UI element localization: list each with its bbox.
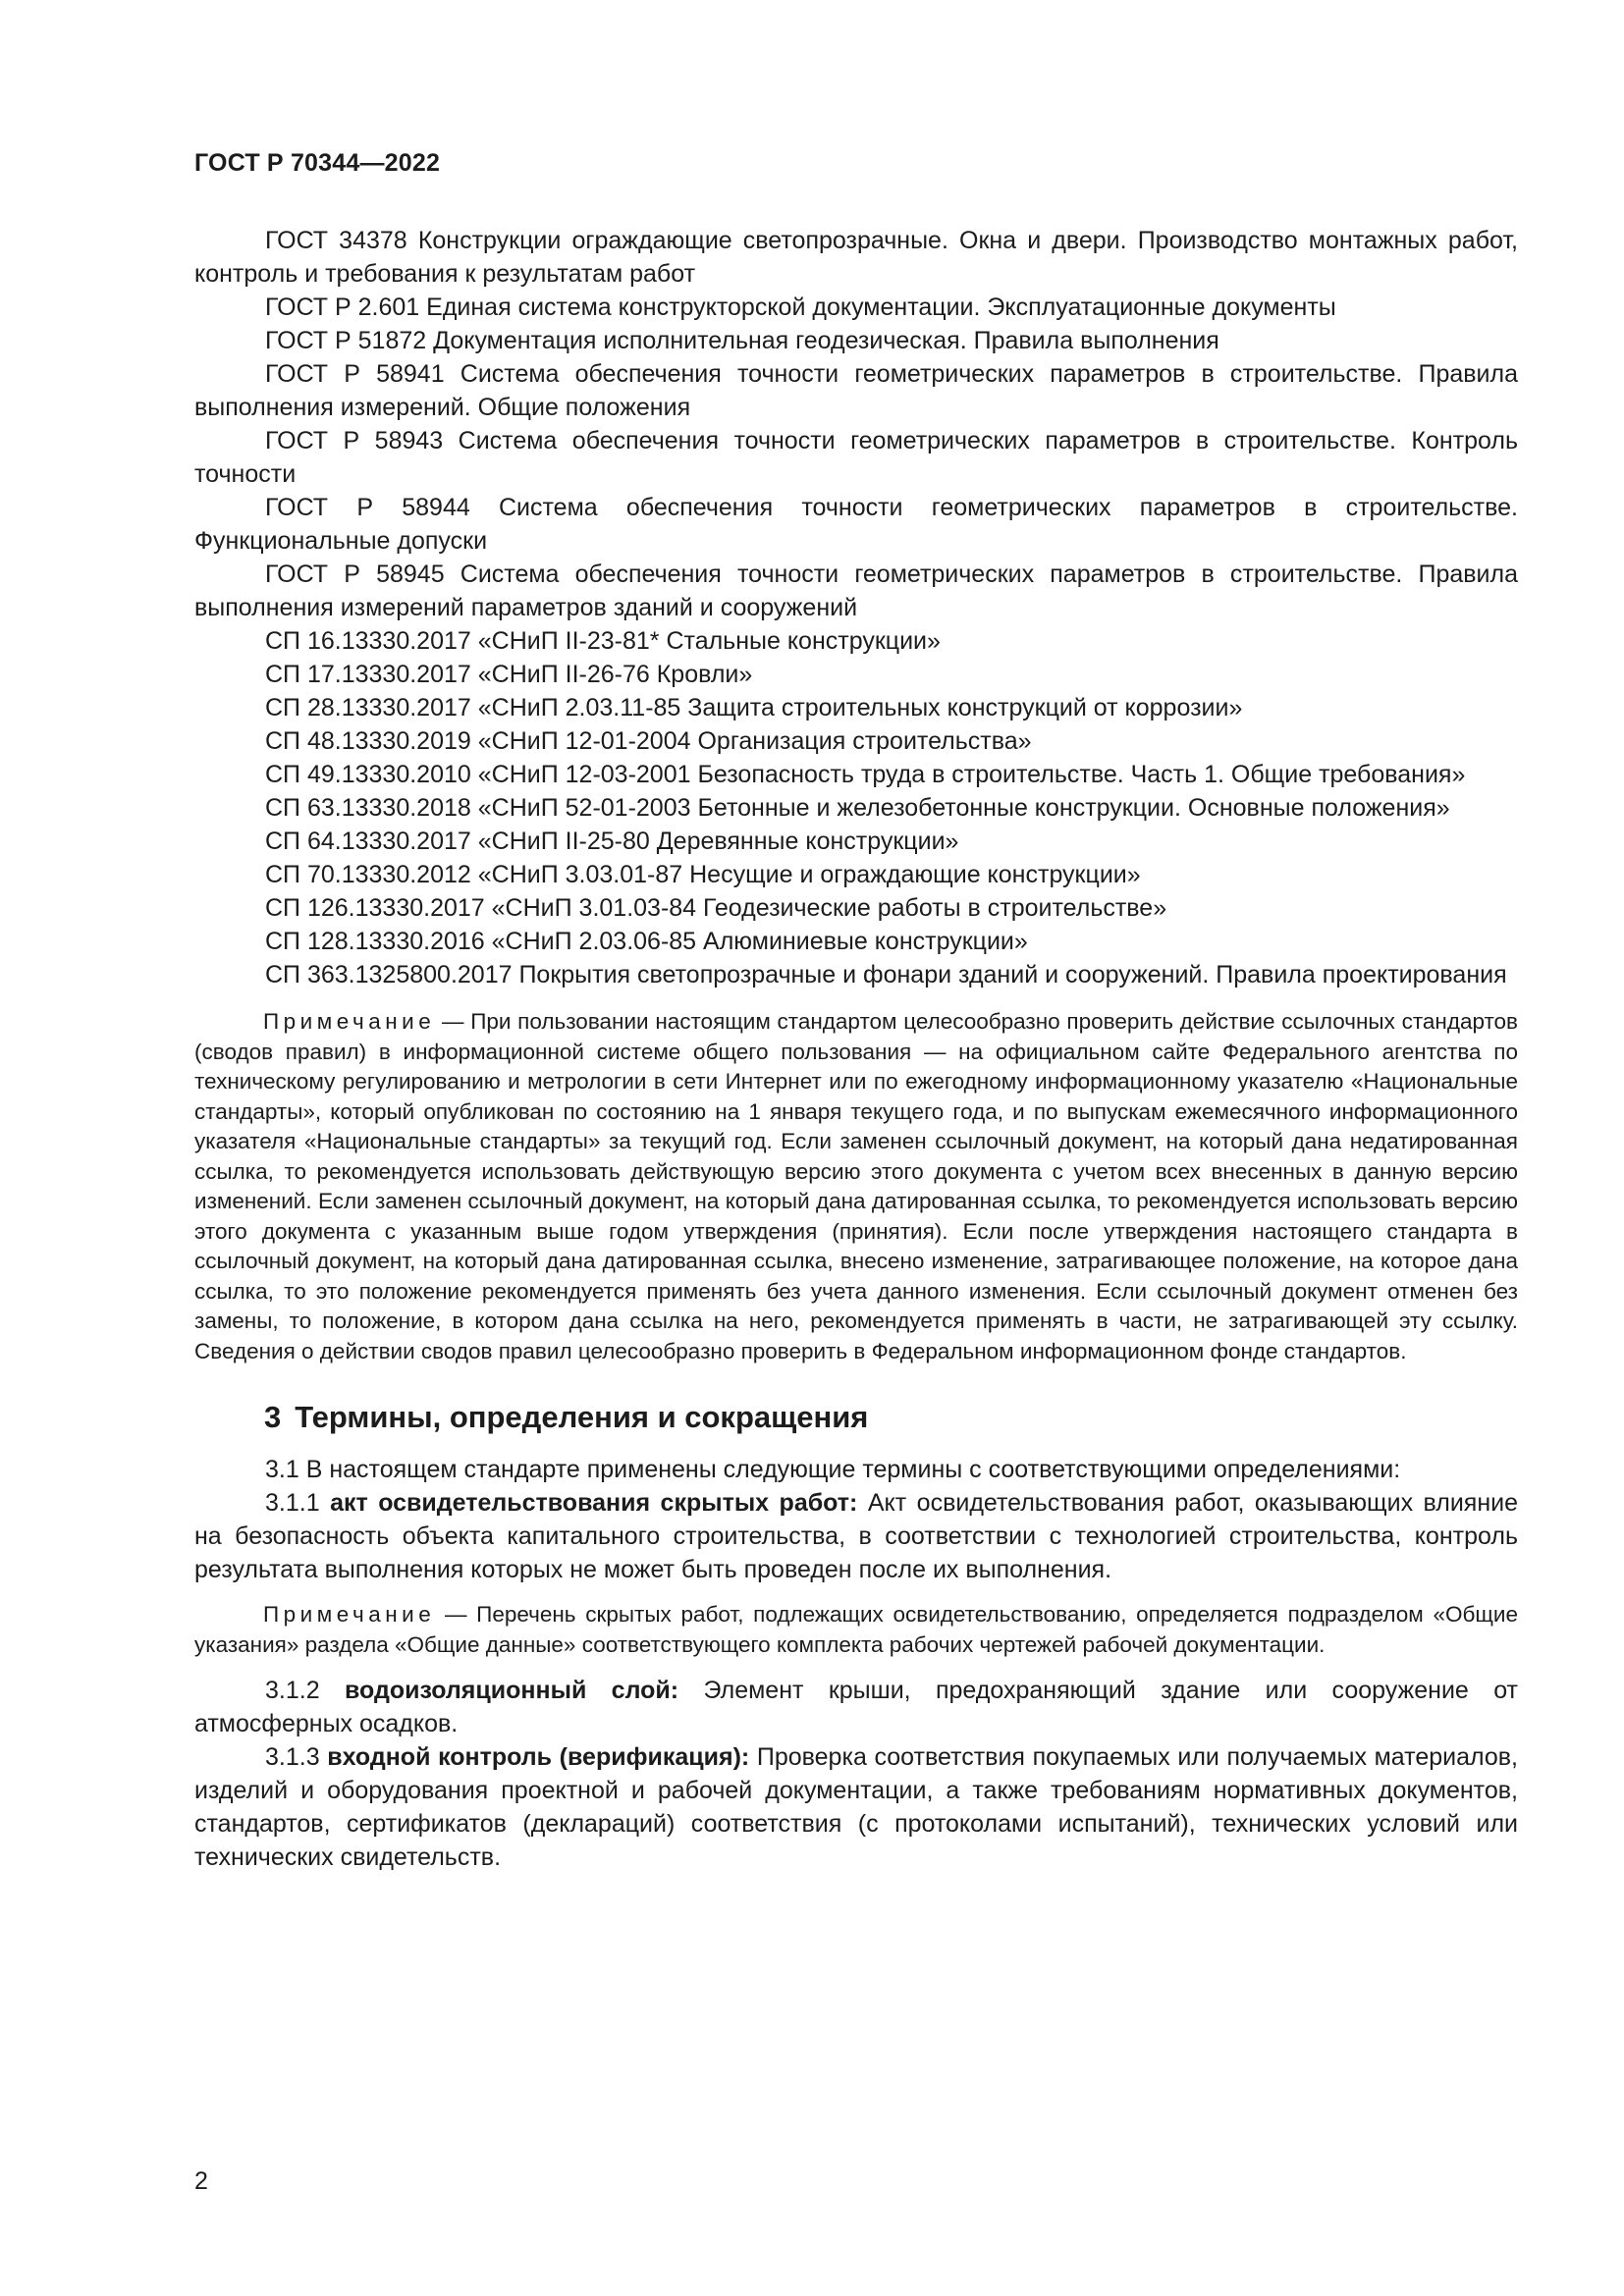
- reference-item: СП 70.13330.2012 «СНиП 3.03.01-87 Несущие и ограждающие конструкции»: [265, 861, 1141, 888]
- term-definition: [194, 1740, 1518, 1874]
- reference-item: ГОСТ Р 58943 Система обеспечения точности геометрических параметров в строительстве. Контроль точности: [194, 427, 1518, 488]
- note-text: При пользовании настоящим стандартом целесообразно проверить действие ссылочных стандартов (сводов правил) в информационной системе общего пользования — на официальном сайте Федерального агентства по техническому регулированию и метрологии в сети Интернет или по ежегодному информационному указателю «Национальные стандарты», который опубликован по состоянию на 1 января текущего года, и по выпускам ежемесячного информационного указателя «Национальные стандарты» за текущий год. Если заменен ссылочный документ, на который дана недатированная ссылка, то рекомендуется использовать действующую версию этого документа с учетом всех внесенных в данную версию изменений. Если заменен ссылочный документ, на который дана датированная ссылка, то рекомендуется использовать версию этого документа с указанным выше годом утверждения (принятия). Если после утверждения настоящего стандарта в ссылочный документ, на который дана датированная ссылка, внесено изменение, затрагивающее положение, на которое дана ссылка, то это положение рекомендуется применять без учета данного изменения. Если ссылочный документ отменен без замены, то положение, в котором дана ссылка на него, рекомендуется применять в части, не затрагивающей эту ссылку. Сведения о действии сводов правил целесообразно проверить в Федеральном информационном фонде стандартов.: [194, 1009, 1518, 1363]
- clause-number: 3.1.1: [265, 1489, 320, 1517]
- clause-number: 3.1.2: [265, 1677, 320, 1704]
- reference-item: СП 48.13330.2019 «СНиП 12-01-2004 Организация строительства»: [265, 727, 1032, 755]
- term-note: [194, 1600, 1518, 1660]
- note-dash: —: [435, 1009, 471, 1034]
- reference-item: ГОСТ 34378 Конструкции ограждающие светопрозрачные. Окна и двери. Производство монтажных работ, контроль и требования к результатам работ: [194, 227, 1518, 288]
- clause-text: В настоящем стандарте применены следующие термины с соответствующими определениями:: [305, 1456, 1401, 1483]
- reference-item: СП 28.13330.2017 «СНиП 2.03.11-85 Защита строительных конструкций от коррозии»: [265, 694, 1243, 721]
- page-content: [194, 224, 1518, 1874]
- reference-item: СП 16.13330.2017 «СНиП II-23-81* Стальные конструкции»: [265, 627, 941, 655]
- term-definition: [194, 1674, 1518, 1740]
- reference-item: СП 363.1325800.2017 Покрытия светопрозрачные и фонари зданий и сооружений. Правила проектирования: [265, 961, 1507, 988]
- term-definition-text: Проверка соответствия покупаемых или получаемых материалов, изделий и оборудования проектной и рабочей документации, а также требованиям нормативных документов, стандартов, сертификатов (деклараций) соответствия (с протоколами испытаний), технических условий или технических свидетельств.: [194, 1743, 1518, 1871]
- references-note: [194, 1007, 1518, 1366]
- reference-item: ГОСТ Р 51872 Документация исполнительная геодезическая. Правила выполнения: [265, 327, 1219, 354]
- reference-item: ГОСТ Р 2.601 Единая система конструкторской документации. Эксплуатационные документы: [265, 294, 1336, 321]
- clause-number: 3.1.3: [265, 1743, 320, 1771]
- document-header: ГОСТ Р 70344—2022: [194, 149, 441, 177]
- reference-item: СП 63.13330.2018 «СНиП 52-01-2003 Бетонные и железобетонные конструкции. Основные положения»: [265, 794, 1450, 822]
- reference-item: ГОСТ Р 58941 Система обеспечения точности геометрических параметров в строительстве. Правила выполнения измерений. Общие положения: [194, 360, 1518, 421]
- term-definition-text: Элемент крыши, предохраняющий здание или сооружение от атмосферных осадков.: [194, 1677, 1519, 1737]
- section-title: Термины, определения и сокращения: [295, 1400, 869, 1434]
- note-dash: —: [435, 1602, 477, 1627]
- reference-item: СП 17.13330.2017 «СНиП II-26-76 Кровли»: [265, 661, 753, 688]
- reference-item: СП 49.13330.2010 «СНиП 12-03-2001 Безопасность труда в строительстве. Часть 1. Общие требования»: [265, 761, 1466, 788]
- page-number: 2: [194, 2167, 208, 2195]
- term-definition-text: Акт освидетельствования работ, оказывающих влияние на безопасность объекта капитального строительства, в соответствии с технологией строительства, контроль результата выполнения которых не может быть проведен после их выполнения.: [194, 1489, 1519, 1583]
- reference-item: СП 64.13330.2017 «СНиП II-25-80 Деревянные конструкции»: [265, 828, 959, 855]
- reference-item: СП 128.13330.2016 «СНиП 2.03.06-85 Алюминиевые конструкции»: [265, 928, 1028, 955]
- reference-item: ГОСТ Р 58945 Система обеспечения точности геометрических параметров в строительстве. Правила выполнения измерений параметров зданий и сооружений: [194, 561, 1518, 621]
- normative-references-list: [194, 224, 1518, 991]
- note-text: Перечень скрытых работ, подлежащих освидетельствованию, определяется подразделом «Общие указания» раздела «Общие данные» соответствующего комплекта рабочих чертежей рабочей документации.: [194, 1602, 1518, 1657]
- reference-item: СП 126.13330.2017 «СНиП 3.01.03-84 Геодезические работы в строительстве»: [265, 894, 1167, 922]
- note-label: Примечание: [263, 1602, 436, 1627]
- section-intro: [194, 1453, 1518, 1486]
- term-name: акт освидетельствования скрытых работ:: [330, 1489, 858, 1517]
- reference-item: ГОСТ Р 58944 Система обеспечения точности геометрических параметров в строительстве. Функциональные допуски: [194, 494, 1518, 555]
- term-definition: [194, 1486, 1518, 1586]
- section-number: 3: [264, 1400, 282, 1434]
- term-name: входной контроль (верификация):: [327, 1743, 750, 1771]
- section-heading: [264, 1398, 1518, 1437]
- note-label: Примечание: [263, 1009, 436, 1034]
- clause-number: 3.1: [265, 1456, 299, 1483]
- term-name: водоизоляционный слой:: [344, 1677, 679, 1704]
